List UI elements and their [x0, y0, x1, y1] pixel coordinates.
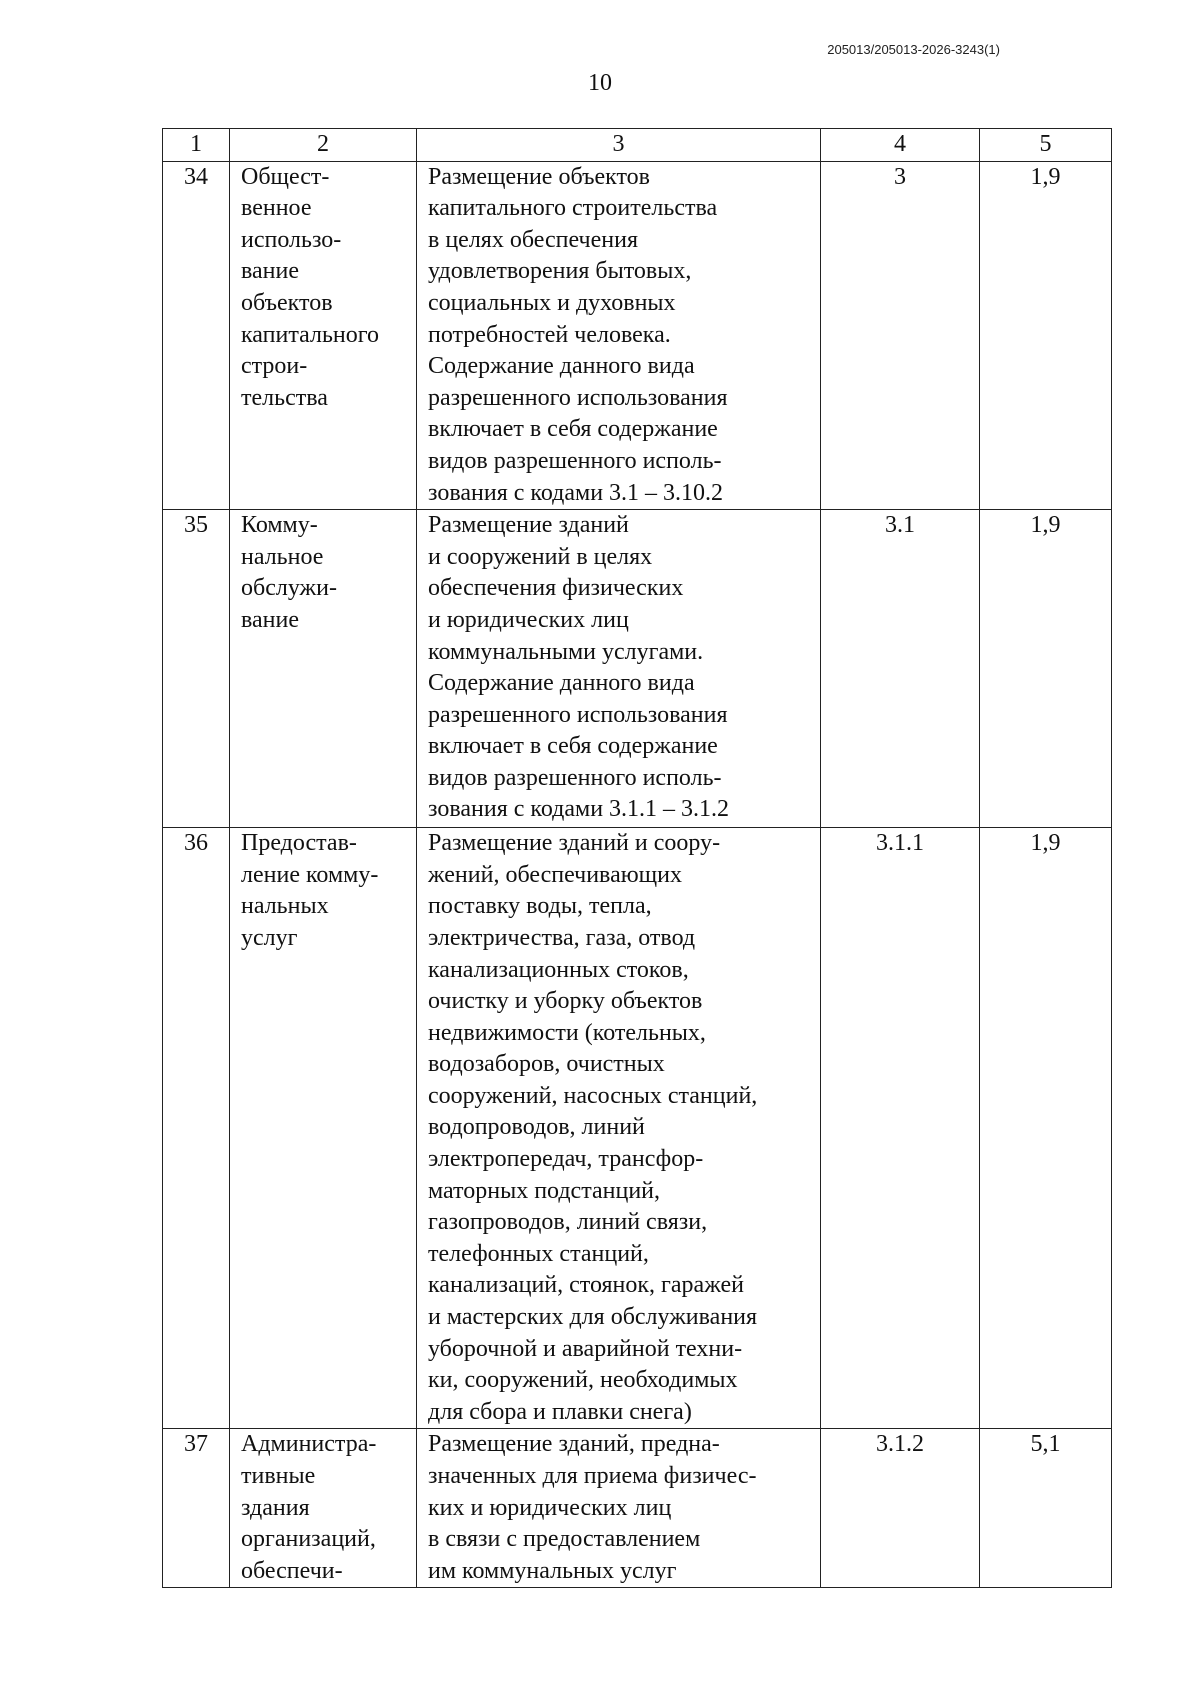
land-use-table — [162, 128, 1112, 1588]
description-line: разрешенного использования — [428, 384, 728, 411]
description-line: ки, сооружений, необходимых — [428, 1367, 738, 1394]
use-type-name — [230, 828, 417, 1429]
name-line: обеспечи- — [241, 1557, 343, 1584]
description-line: зования с кодами 3.1.1 – 3.1.2 — [428, 796, 730, 823]
description-line: водопроводов, линий — [428, 1114, 645, 1141]
name-line: обслужи- — [241, 575, 337, 602]
description-line: зования с кодами 3.1 – 3.10.2 — [428, 479, 724, 506]
header-cell-1: 1 — [163, 129, 230, 162]
description-line: обеспечения физических — [428, 575, 684, 602]
description-line: водозаборов, очистных — [428, 1051, 665, 1078]
header-cell-3: 3 — [417, 129, 821, 162]
name-line: использо- — [241, 226, 342, 253]
description-line: включает в себя содержание — [428, 416, 718, 443]
description-line: поставку воды, тепла, — [428, 893, 652, 920]
row-value: 5,1 — [980, 1429, 1112, 1588]
page-number: 10 — [588, 70, 612, 96]
use-type-description — [417, 1429, 821, 1588]
name-line: вание — [241, 606, 300, 633]
description-line: очистку и уборку объектов — [428, 988, 703, 1015]
description-line: недвижимости (котельных, — [428, 1019, 706, 1046]
description-line: канализаций, стоянок, гаражей — [428, 1272, 744, 1299]
name-line: нальное — [241, 543, 324, 570]
description-line: коммунальными услугами. — [428, 638, 704, 665]
name-line: капитального — [241, 321, 379, 348]
description-line: и мастерских для обслуживания — [428, 1304, 758, 1331]
table-row — [163, 161, 1112, 510]
use-type-code: 3.1 — [821, 510, 980, 828]
name-line: венное — [241, 195, 312, 222]
description-line: потребностей человека. — [428, 321, 671, 348]
use-type-code: 3.1.1 — [821, 828, 980, 1429]
row-number: 34 — [163, 161, 230, 510]
description-line: видов разрешенного исполь- — [428, 764, 722, 791]
name-line: ление комму- — [241, 861, 379, 888]
use-type-name — [230, 1429, 417, 1588]
name-line: Предостав- — [241, 830, 357, 857]
description-line: Размещение зданий, предна- — [428, 1431, 720, 1458]
description-line: Содержание данного вида — [428, 353, 695, 380]
description-line: канализационных стоков, — [428, 956, 689, 983]
description-line: социальных и духовных — [428, 289, 676, 316]
header-cell-2: 2 — [230, 129, 417, 162]
table-row — [163, 510, 1112, 828]
name-line: нальных — [241, 893, 329, 920]
use-type-code: 3 — [821, 161, 980, 510]
description-line: телефонных станций, — [428, 1240, 649, 1267]
row-value: 1,9 — [980, 828, 1112, 1429]
row-number: 35 — [163, 510, 230, 828]
table-row — [163, 828, 1112, 1429]
description-line: в связи с предоставлением — [428, 1526, 701, 1553]
use-type-name — [230, 161, 417, 510]
description-line: сооружений, насосных станций, — [428, 1082, 758, 1109]
row-value: 1,9 — [980, 161, 1112, 510]
description-line: удовлетворения бытовых, — [428, 258, 692, 285]
name-line: объектов — [241, 289, 333, 316]
name-line: услуг — [241, 924, 298, 951]
description-line: включает в себя содержание — [428, 733, 718, 760]
table-row — [163, 1429, 1112, 1588]
description-line: ких и юридических лиц — [428, 1494, 672, 1521]
description-line: значенных для приема физичес- — [428, 1463, 757, 1489]
name-line: Комму- — [241, 512, 318, 539]
row-number: 37 — [163, 1429, 230, 1588]
name-line: строи- — [241, 353, 308, 380]
name-line: здания — [241, 1494, 310, 1521]
name-line: Администра- — [241, 1431, 377, 1458]
name-line: Общест- — [241, 163, 330, 190]
header-cell-4: 4 — [821, 129, 980, 162]
use-type-description — [417, 828, 821, 1429]
description-line: электропередач, трансфор- — [428, 1146, 704, 1173]
description-line: Размещение объектов — [428, 163, 650, 190]
description-line: уборочной и аварийной техни- — [428, 1335, 743, 1362]
description-line: Размещение зданий и соору- — [428, 830, 721, 857]
name-line: вание — [241, 258, 300, 285]
use-type-description — [417, 510, 821, 828]
description-line: жений, обеспечивающих — [428, 861, 682, 888]
name-line: организаций, — [241, 1526, 376, 1553]
description-line: Содержание данного вида — [428, 670, 695, 697]
row-value: 1,9 — [980, 510, 1112, 828]
name-line: тивные — [241, 1463, 316, 1489]
description-line: и сооружений в целях — [428, 543, 653, 570]
header-cell-5: 5 — [980, 129, 1112, 162]
description-line: капитального строительства — [428, 195, 718, 222]
name-line: тельства — [241, 384, 328, 411]
description-line: газопроводов, линий связи, — [428, 1209, 708, 1236]
description-line: и юридических лиц — [428, 606, 629, 633]
description-line: в целях обеспечения — [428, 226, 638, 253]
description-line: маторных подстанций, — [428, 1177, 661, 1204]
document-id: 205013/205013-2026-3243(1) — [827, 42, 1000, 57]
description-line: Размещение зданий — [428, 512, 629, 539]
use-type-name — [230, 510, 417, 828]
row-number: 36 — [163, 828, 230, 1429]
description-line: видов разрешенного исполь- — [428, 447, 722, 474]
description-line: электричества, газа, отвод — [428, 924, 696, 951]
description-line: им коммунальных услуг — [428, 1557, 677, 1584]
use-type-description — [417, 161, 821, 510]
description-line: для сбора и плавки снега) — [428, 1398, 692, 1425]
table-header-row — [163, 129, 1112, 162]
description-line: разрешенного использования — [428, 701, 728, 728]
use-type-code: 3.1.2 — [821, 1429, 980, 1588]
